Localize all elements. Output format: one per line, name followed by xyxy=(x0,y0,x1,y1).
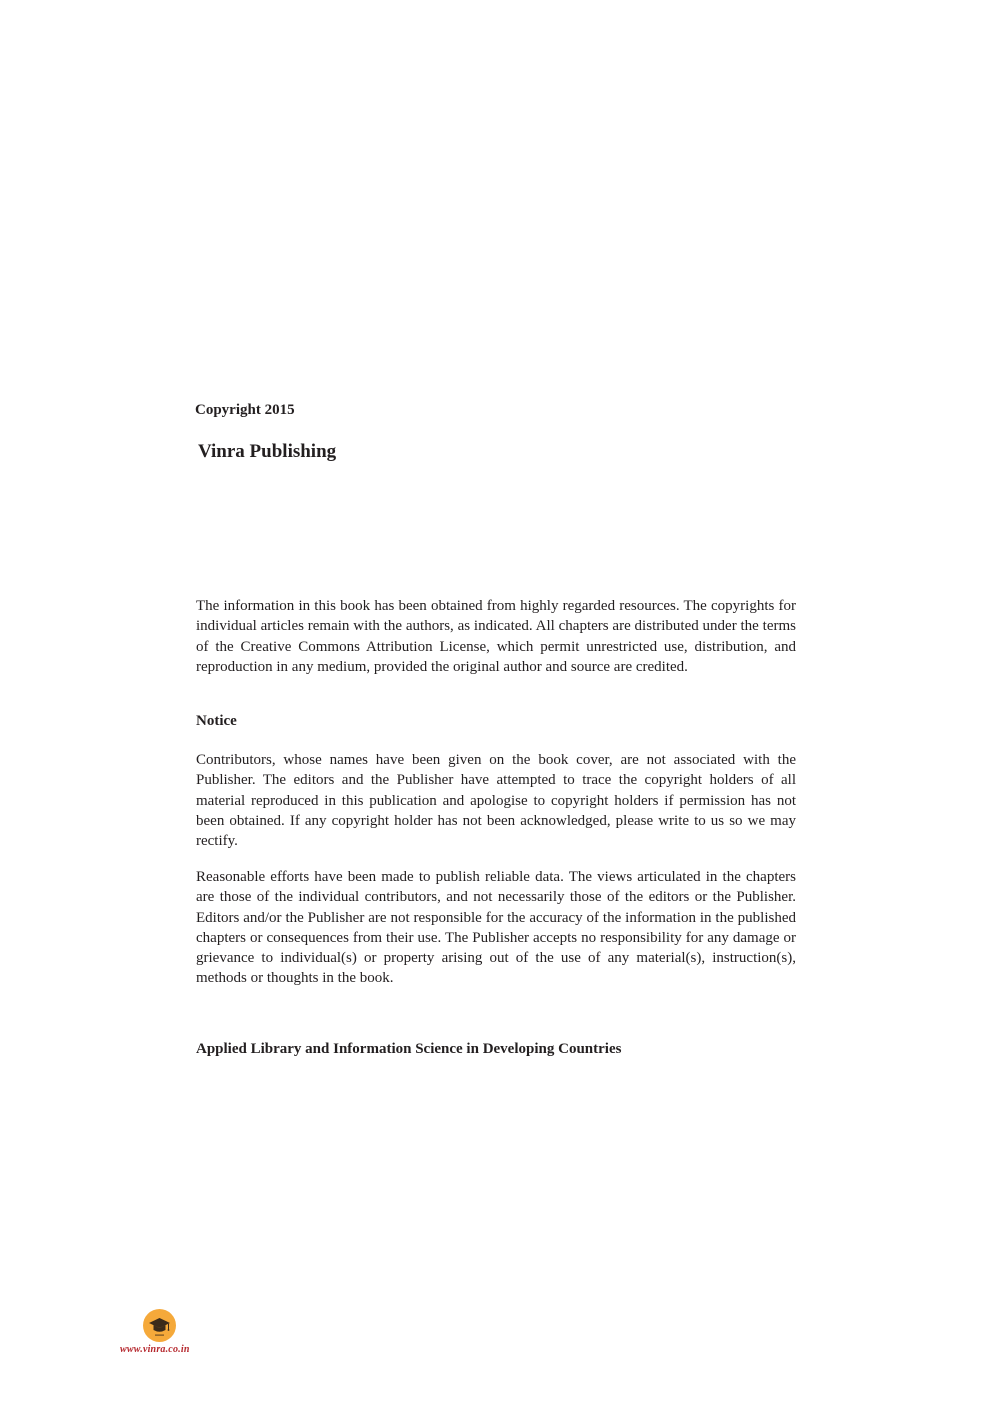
graduation-cap-icon xyxy=(143,1309,176,1342)
copyright-line: Copyright 2015 xyxy=(195,402,295,418)
publisher-logo xyxy=(143,1309,176,1342)
book-title: Applied Library and Information Science in Developing Countries xyxy=(196,1041,622,1057)
website-url[interactable]: www.vinra.co.in xyxy=(120,1344,190,1355)
notice-heading: Notice xyxy=(196,713,237,729)
rights-paragraph: The information in this book has been obtained from highly regarded resources. The copyrights for individual articles remain with the authors, as indicated. All chapters are distributed under the terms of the Creative Commons Attribution License, which permit unrestricted use, distribution, and reproduction in any medium, provided the original author and source are credited. xyxy=(196,598,796,675)
disclaimer-paragraph: Reasonable efforts have been made to publish reliable data. The views articulated in the chapters are those of the individual contributors, and not necessarily those of the editors or the Publisher. Editors and/or the Publisher are not responsible for the accuracy of the information in the published chapters or consequences from their use. The Publisher accepts no responsibility for any damage or grievance to individual(s) or property arising out of the use of any material(s), instruction(s), methods or thoughts in the book. xyxy=(196,869,796,987)
notice-paragraph: Contributors, whose names have been given on the book cover, are not associated with the Publisher. The editors and the Publisher have attempted to trace the copyright holders of all material reproduced in this publication and apologise to copyright holders if permission has not been obtained. If any copyright holder has not been acknowledged, please write to us so we may rectify. xyxy=(196,752,796,850)
publisher-name: Vinra Publishing xyxy=(198,441,337,462)
